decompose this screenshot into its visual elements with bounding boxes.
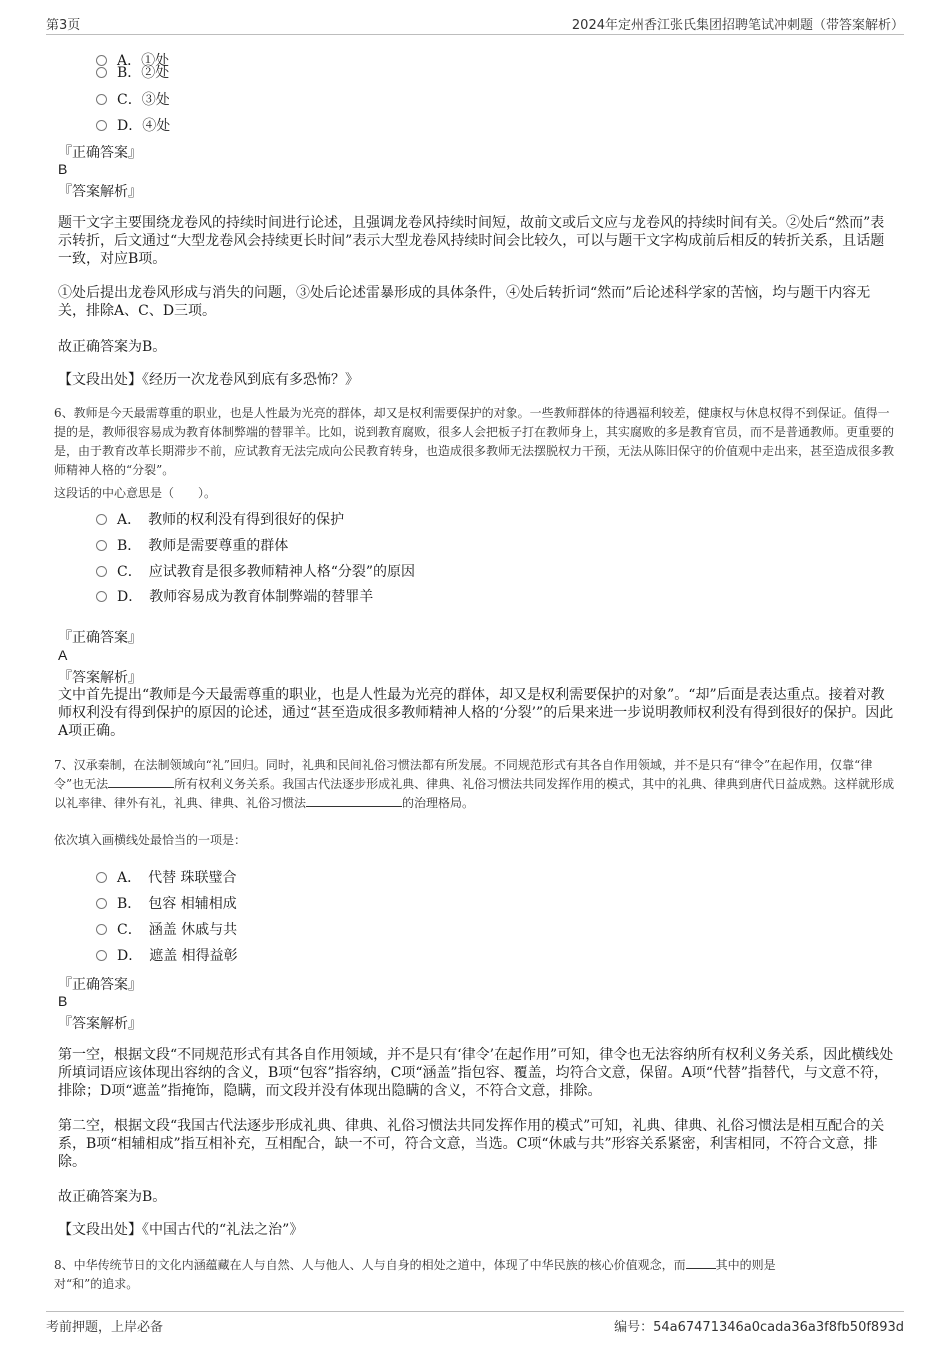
q8-stem: 8、中华传统节日的文化内涵蕴藏在人与自然、人与他人、人与自身的相处之道中，体现了中华民族的核心价值观念，而 其中的则是 对“和”的追求。 (54, 1258, 776, 1291)
q6-analysis-label: 『答案解析』 (58, 670, 142, 686)
radio-icon[interactable] (96, 540, 107, 551)
q7-answer-label: 『正确答案』 (58, 977, 142, 993)
radio-icon[interactable] (96, 566, 107, 577)
q6-option-d[interactable]: D． 教师容易成为教育体制弊端的替罪羊 (96, 586, 373, 606)
q7-analysis-label: 『答案解析』 (58, 1016, 142, 1032)
page-number: 第3页 (46, 18, 81, 33)
radio-icon[interactable] (96, 120, 107, 131)
q5-source: 【文段出处】《经历一次龙卷风到底有多恐怖？》 (58, 372, 359, 388)
q7-option-a[interactable]: A． 代替 珠联璧合 (96, 867, 237, 887)
q7-blank-1 (108, 775, 174, 788)
q5-analysis-p3: 故正确答案为B。 (58, 339, 167, 355)
q5-option-d[interactable]: D．④处 (96, 115, 170, 135)
q7-source: 【文段出处】《中国古代的“礼法之治”》 (58, 1222, 304, 1238)
radio-icon[interactable] (96, 67, 107, 78)
radio-icon[interactable] (96, 94, 107, 105)
q5-answer-label: 『正确答案』 (58, 145, 142, 161)
radio-icon[interactable] (96, 898, 107, 909)
page-header (46, 12, 904, 35)
document-title: 2024年定州香江张氏集团招聘笔试冲刺题（带答案解析） (571, 18, 904, 33)
q7-option-b[interactable]: B． 包容 相辅相成 (96, 893, 237, 913)
q6-prompt: 这段话的中心意思是（ ）。 (54, 486, 217, 500)
q7-analysis-p3: 故正确答案为B。 (58, 1189, 167, 1205)
q7-option-d[interactable]: D． 遮盖 相得益彰 (96, 945, 238, 965)
radio-icon[interactable] (96, 872, 107, 883)
q6-stem: 6、教师是今天最需尊重的职业，也是人性最为光亮的群体，却又是权利需要保护的对象。一些教师群体的待遇福利较差，健康权与休息权得不到保证。值得一提的是，教师很容易成为教育体制弊端的替罪羊。比如，说到教育腐败，很多人会把板子打在教师身上，其实腐败的多是教育官员，而不是普通教师。更重要的是，由于教育改革长期滞步不前，应试教育无法完成向公民教育转身，也造成很多教师无法摆脱权力干预，无法从陈旧保守的价值观中走出来，甚至造成很多教师精神人格的“分裂”。 (54, 406, 895, 477)
q7-answer: B (58, 993, 68, 1009)
q7-analysis-p2: 第二空，根据文段“我国古代法逐步形成礼典、律典、礼俗习惯法共同发挥作用的模式”可知，礼典、律典、礼俗习惯法是相互配合的关系，B项“相辅相成”指互相补充，互相配合，缺一不可，符合文意，当选。C项“休戚与共”形容关系紧密，利害相同，不符合文意，排除。 (58, 1118, 885, 1170)
radio-icon[interactable] (96, 514, 107, 525)
q5-analysis-label: 『答案解析』 (58, 184, 142, 200)
q8-blank (686, 1256, 716, 1269)
q6-option-c[interactable]: C． 应试教育是很多教师精神人格“分裂”的原因 (96, 561, 415, 581)
q5-answer: B (58, 161, 68, 177)
q7-analysis-p1: 第一空，根据文段“不同规范形式有其各自作用领域，并不是只有‘律令’在起作用”可知，律令也无法容纳所有权利义务关系，因此横线处所填词语应该体现出容纳的含义，B项“包容”指容纳，C项“涵盖”指包容、覆盖，均符合文意，保留。A项“代替”指替代，与文意不符，排除；D项“遮盖”指掩饰，隐瞒，而文段并没有体现出隐瞒的含义，不符合文意，排除。 (58, 1047, 894, 1099)
q5-analysis-p1: 题干文字主要围绕龙卷风的持续时间进行论述，且强调龙卷风持续时间短，故前文或后文应与龙卷风的持续时间有关。②处后“然而”表示转折，后文通过“大型龙卷风会持续更长时间”表示大型龙卷风持续时间会比较久，可以与题干文字构成前后相反的转折关系，且话题一致，对应B项。 (58, 215, 885, 267)
q6-answer: A (58, 647, 68, 663)
q6-option-a[interactable]: A． 教师的权利没有得到很好的保护 (96, 509, 344, 529)
q5-option-c[interactable]: C．③处 (96, 89, 170, 109)
q6-answer-label: 『正确答案』 (58, 630, 142, 646)
q5-option-b[interactable]: B．②处 (96, 62, 169, 82)
q6-analysis: 文中首先提出“教师是今天最需尊重的职业，也是人性最为光亮的群体，却又是权利需要保护的对象”。“却”后面是表达重点。接着对教师权利没有得到保护的原因的论述，通过“甚至造成很多教师精神人格的‘分裂’”的后果来进一步说明教师权利没有得到很好的保护。因此A项正确。 (58, 687, 894, 739)
q6-option-b[interactable]: B． 教师是需要尊重的群体 (96, 535, 288, 555)
radio-icon[interactable] (96, 591, 107, 602)
radio-icon[interactable] (96, 924, 107, 935)
radio-icon[interactable] (96, 950, 107, 961)
q7-option-c[interactable]: C． 涵盖 休戚与共 (96, 919, 237, 939)
q7-stem: 7、汉承秦制，在法制领域向“礼”回归。同时，礼典和民间礼俗习惯法都有所发展。不同规范形式有其各自作用领域，并不是只有“律令”在起作用，仅靠“律令”也无法 所有权利义务关系。我国古代法逐步形成礼典、律典、礼俗习惯法共同发挥作用的模式，其中的礼典、律典到唐代日益成熟。这样就形成以礼率律、律外有礼，礼典、律典、礼俗习惯法 的治理格局。 (54, 758, 895, 810)
footer-slogan: 考前押题，上岸必备 (46, 1320, 164, 1335)
q7-blank-2 (306, 794, 402, 807)
page-footer (46, 1311, 904, 1336)
q7-prompt: 依次填入画横线处最恰当的一项是： (54, 833, 247, 847)
document-id: 编号：54a67471346a0cada36a3f8fb50f893d (614, 1320, 904, 1335)
q5-option-a[interactable]: A．①处 (96, 50, 169, 70)
q5-analysis-p2: ①处后提出龙卷风形成与消失的问题，③处后论述雷暴形成的具体条件，④处后转折词“然而”后论述科学家的苦恼，均与题干内容无关，排除A、C、D三项。 (58, 285, 871, 319)
